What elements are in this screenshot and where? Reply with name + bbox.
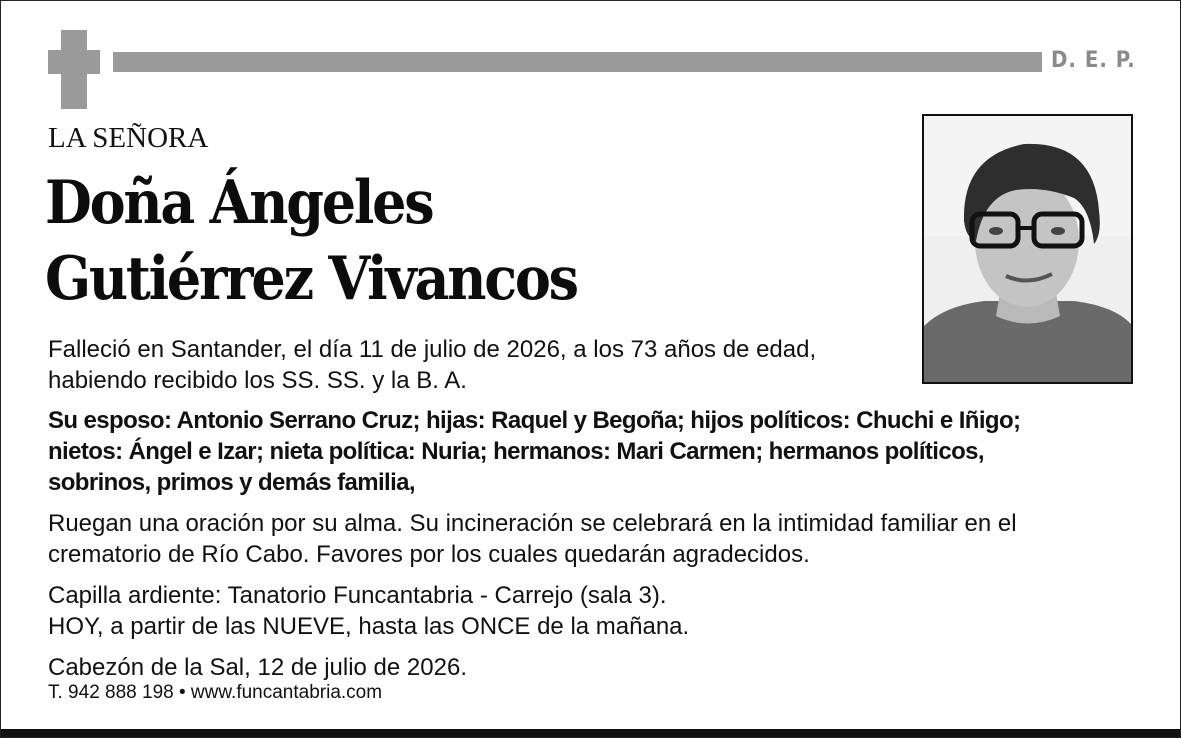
- header-bar: [113, 52, 1042, 72]
- place-date: Cabezón de la Sal, 12 de julio de 2026.: [48, 654, 467, 681]
- cross-horizontal: [48, 50, 100, 74]
- cross-icon: [48, 30, 100, 109]
- deceased-name: [45, 165, 819, 317]
- family-line-3: sobrinos, primos y demás familia,: [48, 469, 415, 496]
- portrait-photo: [922, 114, 1133, 384]
- death-info-line-1: Falleció en Santander, el día 11 de julio de 2026, a los 73 años de edad,: [48, 336, 817, 363]
- death-info-line-2: habiendo recibido los SS. SS. y la B. A.: [48, 367, 467, 394]
- prayer-line-2: crematorio de Río Cabo. Favores por los cuales quedarán agradecidos.: [48, 541, 810, 568]
- prayer-line-1: Ruegan una oración por su alma. Su incineración se celebrará en la intimidad familiar en el: [48, 510, 1017, 537]
- honorific: LA SEÑORA: [48, 122, 209, 154]
- bottom-rule: [1, 729, 1180, 737]
- name-line-1: Doña Ángeles: [45, 168, 433, 238]
- footer-contact: T. 942 888 198 • www.funcantabria.com: [48, 682, 383, 703]
- name-line-2: Gutiérrez Vivancos: [45, 244, 577, 314]
- dep-badge: D. E. P.: [1051, 48, 1136, 73]
- family-line-1: Su esposo: Antonio Serrano Cruz; hijas: Raquel y Begoña; hijos políticos: Chuchi e Iñigo;: [48, 407, 1021, 434]
- family-line-2: nietos: Ángel e Izar; nieta política: Nuria; hermanos: Mari Carmen; hermanos políticos,: [48, 438, 984, 465]
- chapel-line-1: Capilla ardiente: Tanatorio Funcantabria - Carrejo (sala 3).: [48, 582, 667, 609]
- chapel-line-2: HOY, a partir de las NUEVE, hasta las ONCE de la mañana.: [48, 613, 690, 640]
